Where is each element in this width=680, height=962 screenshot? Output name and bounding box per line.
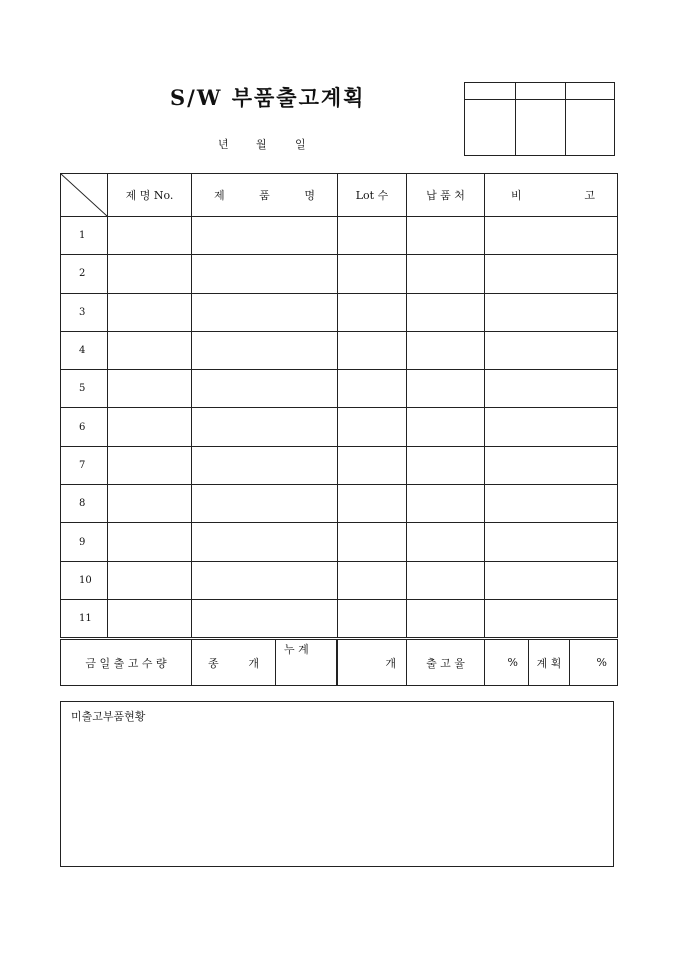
row-number: 4 [61,331,108,369]
cell-supplier[interactable] [407,408,485,446]
cell-remarks[interactable] [485,485,618,523]
cell-remarks[interactable] [485,599,618,638]
cell-supplier[interactable] [407,217,485,255]
date-month-label: 월 [256,138,267,151]
table-row [61,293,618,331]
cell-product-name[interactable] [192,370,338,408]
approval-header-cell [516,83,566,100]
table-row [61,485,618,523]
cell-product-no[interactable] [108,446,192,484]
table-row [61,523,618,561]
cell-product-name[interactable] [192,255,338,293]
table-row [61,217,618,255]
table-header-row [61,174,618,217]
header-remarks [485,174,618,217]
cell-product-name[interactable] [192,331,338,369]
count-unit: 개 [248,656,259,670]
cell-product-no[interactable] [108,523,192,561]
approval-header-cell [566,83,615,100]
date-day-label: 일 [295,138,306,151]
cell-supplier[interactable] [407,370,485,408]
cell-product-name[interactable] [192,485,338,523]
cell-product-name[interactable] [192,446,338,484]
row-number: 11 [61,599,108,638]
cell-product-no[interactable] [108,408,192,446]
header-supplier: 납 품 처 [407,174,485,217]
cell-remarks[interactable] [485,255,618,293]
cell-lot-qty[interactable] [338,408,407,446]
cell-product-name[interactable] [192,293,338,331]
summary-row [61,639,618,686]
cell-product-no[interactable] [108,331,192,369]
cell-product-no[interactable] [108,255,192,293]
cell-remarks[interactable] [485,331,618,369]
header-product-name [192,174,338,217]
cell-product-name[interactable] [192,561,338,599]
cell-lot-qty[interactable] [338,485,407,523]
cell-supplier[interactable] [407,446,485,484]
diagonal-corner-cell [61,174,108,217]
cell-lot-qty[interactable] [338,217,407,255]
cell-lot-qty[interactable] [338,561,407,599]
table-row [61,408,618,446]
cumulative-label: 누 계 [284,642,309,656]
cell-lot-qty[interactable] [338,293,407,331]
cell-remarks[interactable] [485,370,618,408]
release-plan-table [60,173,618,686]
row-number: 6 [61,408,108,446]
release-rate-label: 출 고 율 [407,639,485,686]
approval-sign-cell [566,100,615,156]
unreleased-parts-status-label: 미출고부품현황 [71,710,146,723]
kind-cell[interactable] [192,639,276,686]
cell-product-no[interactable] [108,561,192,599]
header-remarks-part: 고 [584,189,595,202]
row-number: 9 [61,523,108,561]
date-year-label: 년 [218,138,229,151]
row-number: 10 [61,561,108,599]
cell-product-no[interactable] [108,485,192,523]
today-release-qty-label: 금 일 출 고 수 량 [61,639,192,686]
approval-sign-cell [516,100,566,156]
cell-supplier[interactable] [407,599,485,638]
table-row [61,331,618,369]
cumulative-count-unit: 개 [338,639,407,686]
unreleased-parts-status-box[interactable] [60,701,614,867]
header-product-name-part: 명 [304,189,315,202]
cell-remarks[interactable] [485,523,618,561]
header-lot-qty: Lot 수 [338,174,407,217]
table-row [61,255,618,293]
cell-supplier[interactable] [407,293,485,331]
row-number: 1 [61,217,108,255]
header-remarks-part: 비 [511,189,522,202]
row-number: 5 [61,370,108,408]
diagonal-line [61,174,107,216]
cell-remarks[interactable] [485,293,618,331]
cell-product-no[interactable] [108,217,192,255]
table-row [61,446,618,484]
row-number: 3 [61,293,108,331]
row-number: 2 [61,255,108,293]
cell-supplier[interactable] [407,331,485,369]
cell-product-no[interactable] [108,599,192,638]
cell-supplier[interactable] [407,561,485,599]
document-title: S/W 부품출고계획 [170,85,366,110]
cell-remarks[interactable] [485,408,618,446]
cell-product-no[interactable] [108,293,192,331]
inner-divider [336,640,337,685]
row-number: 7 [61,446,108,484]
cell-remarks[interactable] [485,217,618,255]
cell-supplier[interactable] [407,255,485,293]
cell-supplier[interactable] [407,523,485,561]
plan-percent: % [570,639,618,686]
cell-lot-qty[interactable] [338,599,407,638]
header-product-name-part: 제 [214,189,225,202]
table-row [61,370,618,408]
approval-box [464,82,615,156]
cell-lot-qty[interactable] [338,446,407,484]
header-product-name-part: 품 [259,189,270,202]
plan-label: 계 획 [529,639,570,686]
cell-supplier[interactable] [407,485,485,523]
table-row [61,599,618,638]
cell-remarks[interactable] [485,446,618,484]
kind-label: 종 [208,656,219,670]
approval-header-cell [465,83,516,100]
cell-product-no[interactable] [108,370,192,408]
release-rate-percent: % [485,639,529,686]
header-product-no: 제 명 No. [108,174,192,217]
cell-product-name[interactable] [192,217,338,255]
cumulative-cell [276,639,338,686]
row-number: 8 [61,485,108,523]
cell-lot-qty[interactable] [338,255,407,293]
cell-product-name[interactable] [192,408,338,446]
cell-product-name[interactable] [192,523,338,561]
cell-lot-qty[interactable] [338,331,407,369]
cell-product-name[interactable] [192,599,338,638]
cell-remarks[interactable] [485,561,618,599]
table-row [61,561,618,599]
cell-lot-qty[interactable] [338,370,407,408]
cell-lot-qty[interactable] [338,523,407,561]
approval-sign-cell [465,100,516,156]
